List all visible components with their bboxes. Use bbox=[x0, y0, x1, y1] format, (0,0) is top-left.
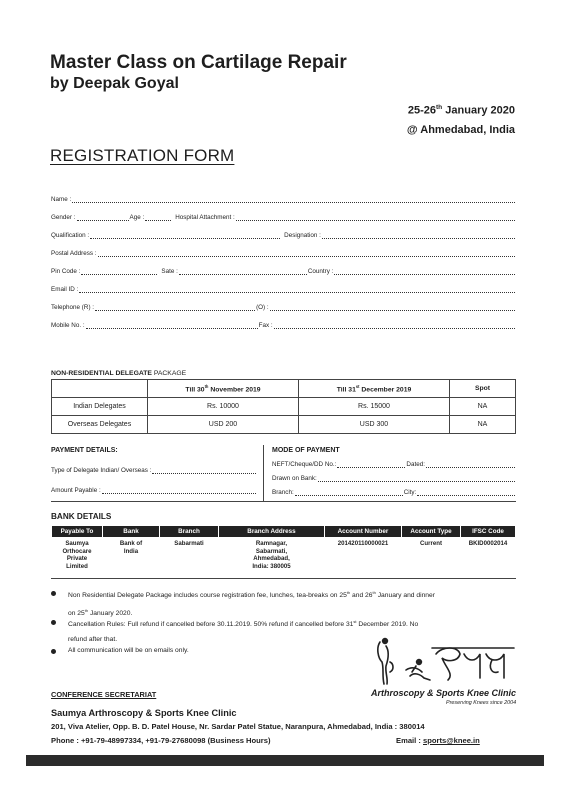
payment-section bbox=[51, 443, 516, 503]
payable-to: Saumya Orthocare Private Limited bbox=[62, 540, 92, 570]
bank-details-title: BANK DETAILS bbox=[51, 512, 112, 521]
bullet-icon bbox=[51, 649, 56, 654]
note-cancellation: Cancellation Rules: Full refund if cancelled before 30.11.2019. 50% refund if cancelled before 31st December 2019. No refund after that. bbox=[51, 616, 521, 646]
branch-address: Ramnagar, Sabarmati, Ahmedabad, India: 380005 bbox=[252, 540, 291, 570]
account-type: Current bbox=[419, 540, 442, 547]
office-field[interactable] bbox=[270, 304, 515, 311]
country-field[interactable] bbox=[334, 268, 515, 275]
account-number: 201420110000021 bbox=[337, 540, 389, 547]
bullet-icon bbox=[51, 620, 56, 625]
col-spot: Spot bbox=[450, 380, 516, 398]
designation-field[interactable] bbox=[322, 232, 515, 239]
event-date: 25-26th January 2020 bbox=[407, 104, 515, 117]
payment-details-title: PAYMENT DETAILS: bbox=[51, 447, 118, 454]
note-package: Non Residential Delegate Package includes course registration fee, lunches, tea-breaks on 25th and 26th January and dinner on 25th January 2020. bbox=[51, 587, 521, 620]
email-row bbox=[51, 286, 516, 293]
name-field[interactable] bbox=[72, 196, 515, 203]
office-label: (O) : bbox=[256, 304, 269, 311]
table-row bbox=[52, 538, 516, 571]
city-field[interactable] bbox=[417, 489, 515, 496]
qualification-label: Qualification : bbox=[51, 232, 90, 239]
designation-label: Designation : bbox=[284, 232, 321, 239]
mobile-row bbox=[51, 322, 516, 329]
bullet-icon bbox=[51, 591, 56, 596]
event-venue: @ Ahmedabad, India bbox=[406, 124, 515, 136]
payment-divider bbox=[263, 445, 264, 501]
bank-header-row: Payable To Bank Branch Branch Address Account Number Account Type IFSC Code bbox=[52, 526, 516, 538]
age-field[interactable] bbox=[145, 214, 171, 221]
postal-row bbox=[51, 250, 516, 257]
dated-label: Dated: bbox=[406, 461, 425, 468]
name-label: Name : bbox=[51, 196, 72, 203]
telephone-field[interactable] bbox=[95, 304, 255, 311]
drawn-label: Drawn on Bank: bbox=[272, 475, 317, 482]
postal-label: Postal Address : bbox=[51, 250, 97, 257]
email-label: Email ID : bbox=[51, 286, 79, 293]
package-title: NON-RESIDENTIAL DELEGATE PACKAGE bbox=[51, 370, 187, 377]
table-row: Overseas Delegates USD 200 USD 300 NA bbox=[52, 416, 516, 434]
name-row bbox=[51, 196, 516, 203]
neft-field[interactable] bbox=[337, 461, 405, 468]
hospital-label: Hospital Attachment : bbox=[175, 214, 235, 221]
hospital-field[interactable] bbox=[236, 214, 515, 221]
package-table bbox=[51, 379, 516, 434]
table-row: Indian Delegates Rs. 10000 Rs. 15000 NA bbox=[52, 398, 516, 416]
pin-label: Pin Code : bbox=[51, 268, 81, 275]
mode-of-payment-title: MODE OF PAYMENT bbox=[272, 447, 340, 454]
country-label: Country : bbox=[307, 268, 334, 275]
city-label: City: bbox=[403, 489, 417, 496]
clinic-logo-icon bbox=[372, 632, 517, 688]
pin-field[interactable] bbox=[81, 268, 157, 275]
note-communication: All communication will be on emails only. bbox=[51, 645, 351, 657]
fax-field[interactable] bbox=[274, 322, 515, 329]
secretariat-clinic: Saumya Arthroscopy & Sports Knee Clinic bbox=[51, 708, 237, 718]
secretariat-phone: Phone : +91-79-48997334, +91-79-27680098 (Business Hours) bbox=[51, 736, 271, 745]
bank-name: Bank of India bbox=[119, 540, 143, 555]
secretariat-email: Email : sports@knee.in bbox=[396, 736, 480, 745]
amount-field[interactable] bbox=[102, 487, 256, 494]
state-field[interactable] bbox=[179, 268, 307, 275]
qualification-row bbox=[51, 232, 516, 239]
age-label: Age : bbox=[129, 214, 145, 221]
telephone-label: Telephone (R) : bbox=[51, 304, 95, 311]
col-november: Till 30th November 2019 bbox=[148, 380, 299, 398]
gender-row bbox=[51, 214, 516, 221]
pin-row bbox=[51, 268, 516, 275]
col-december: Till 31st December 2019 bbox=[299, 380, 450, 398]
dated-field[interactable] bbox=[426, 461, 515, 468]
bank-branch: Sabarmati bbox=[174, 540, 204, 547]
gender-label: Gender : bbox=[51, 214, 76, 221]
state-label: Sate : bbox=[161, 268, 178, 275]
footer-bar bbox=[26, 755, 544, 766]
branch-field[interactable] bbox=[295, 489, 403, 496]
email-field[interactable] bbox=[79, 286, 515, 293]
mobile-field[interactable] bbox=[86, 322, 258, 329]
neft-label: NEFT/Cheque/DD No.: bbox=[272, 461, 337, 468]
gender-field[interactable] bbox=[77, 214, 129, 221]
email-link[interactable]: sports@knee.in bbox=[423, 736, 480, 745]
event-title: Master Class on Cartilage Repair bbox=[50, 52, 347, 73]
ifsc-code: BKID0002014 bbox=[468, 540, 508, 547]
clinic-logo-text: Arthroscopy & Sports Knee Clinic bbox=[371, 688, 517, 698]
drawn-field[interactable] bbox=[318, 475, 515, 482]
telephone-row bbox=[51, 304, 516, 311]
delegate-type-field[interactable] bbox=[152, 467, 256, 474]
mobile-label: Mobile No. : bbox=[51, 322, 85, 329]
secretariat-address: 201, Viva Atelier, Opp. B. D. Patel House, Nr. Sardar Patel Statue, Naranpura, Ahmedabad, India : 380014 bbox=[51, 722, 425, 731]
postal-field[interactable] bbox=[98, 250, 515, 257]
event-speaker: by Deepak Goyal bbox=[50, 75, 179, 92]
clinic-tagline: Preserving Knees since 2004 bbox=[446, 700, 517, 706]
qualification-field[interactable] bbox=[90, 232, 280, 239]
secretariat-title: CONFERENCE SECRETARIAT bbox=[51, 690, 157, 699]
form-heading: REGISTRATION FORM bbox=[50, 146, 235, 165]
bank-table bbox=[51, 525, 516, 570]
branch-label: Branch: bbox=[272, 489, 294, 496]
amount-label: Amount Payable : bbox=[51, 487, 101, 494]
delegate-type-label: Type of Delegate Indian/ Overseas : bbox=[51, 467, 152, 474]
fax-label: Fax : bbox=[258, 322, 273, 329]
